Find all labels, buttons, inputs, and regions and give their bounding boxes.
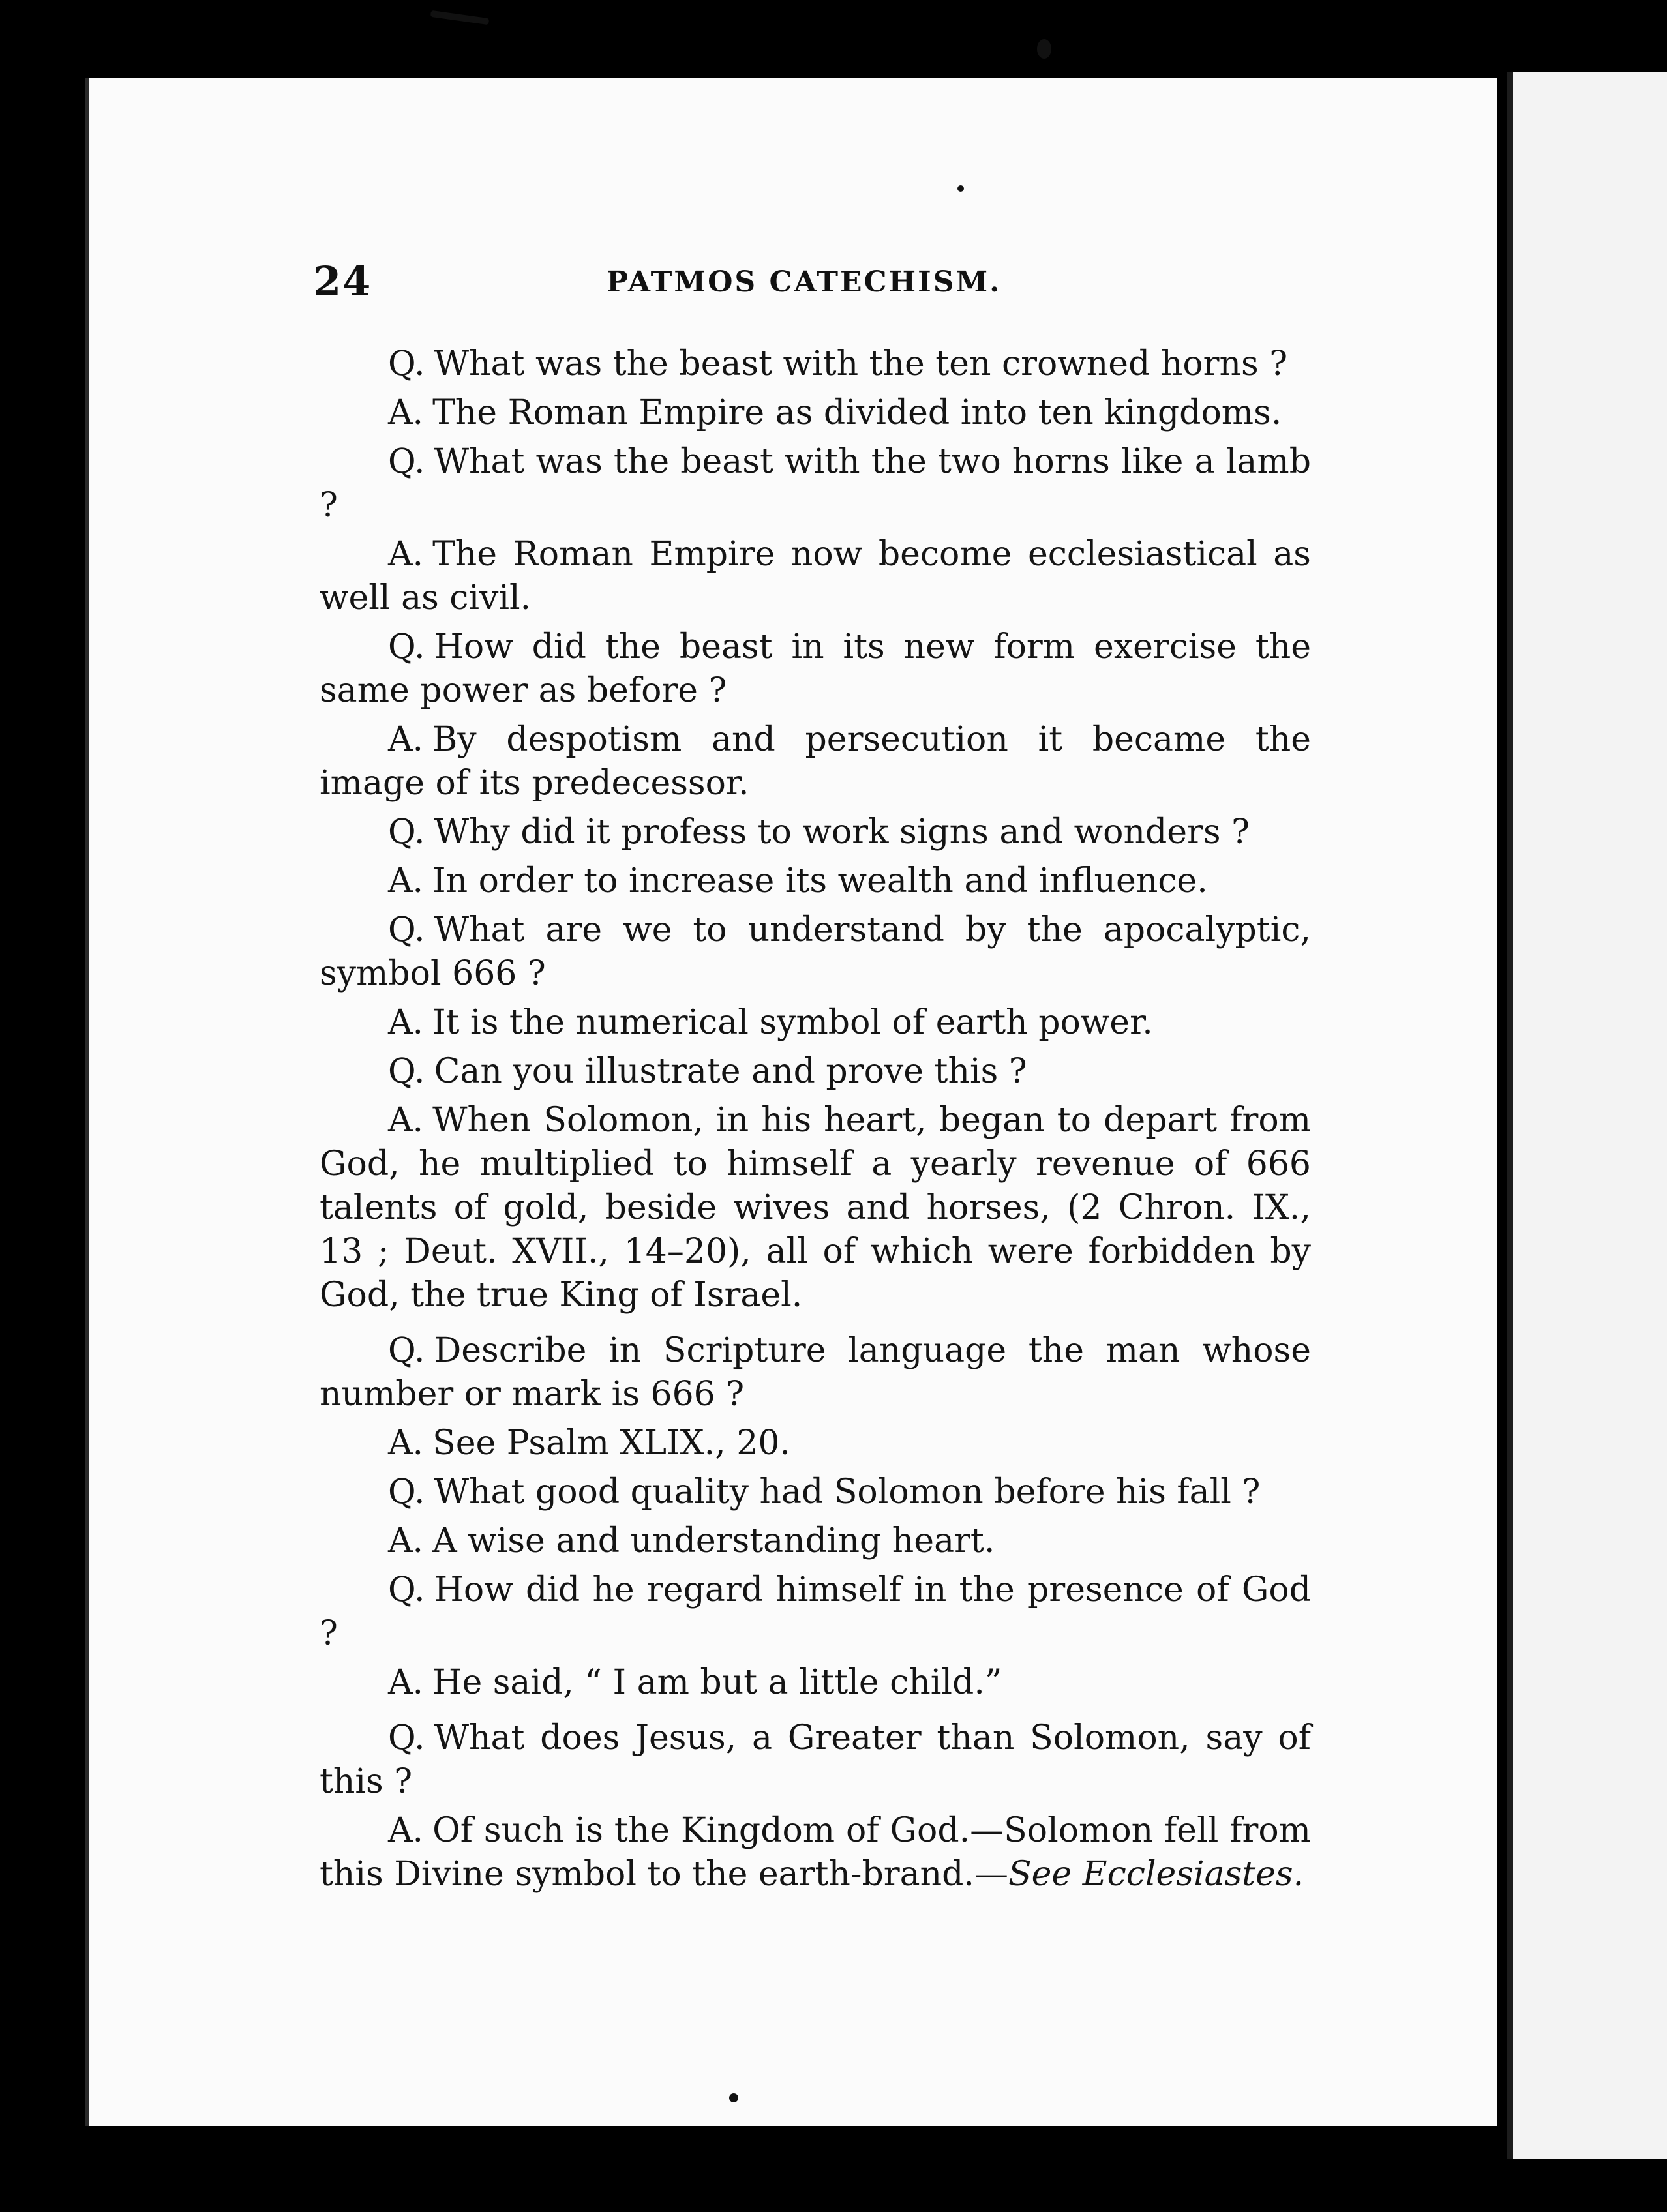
entry-label: A. xyxy=(388,393,424,432)
entry-text: Why did it profess to work signs and wonders ? xyxy=(434,813,1250,852)
entry-label: A. xyxy=(388,1003,424,1042)
entry-label: A. xyxy=(388,861,424,901)
italic-reference: See Ecclesiastes. xyxy=(1008,1855,1304,1894)
entry-text: What good quality had Solomon before his fall ? xyxy=(434,1472,1261,1512)
facing-page-edge xyxy=(1507,72,1667,2159)
entry-label: Q. xyxy=(388,1718,425,1757)
entry-label: Q. xyxy=(388,813,425,852)
answer-paragraph xyxy=(320,859,1311,903)
answer-paragraph xyxy=(320,391,1311,435)
entry-label: Q. xyxy=(388,1570,425,1609)
entry-text: Of such is the Kingdom of God.—Solomon fell from this Divine symbol to the earth-brand.— xyxy=(320,1811,1311,1894)
entry-label: Q. xyxy=(388,910,425,949)
entry-label: A. xyxy=(388,1811,424,1850)
entry-text: When Solomon, in his heart, began to depart from God, he multiplied to himself a yearly revenue of 666 talents of gold, beside wives and horses, (2 Chron. IX., 13 ; Deut. XVII., 14–20), all of which were forbidden by God, the true King of Israel. xyxy=(320,1101,1311,1315)
entry-label: Q. xyxy=(388,344,425,383)
question-paragraph xyxy=(320,342,1311,386)
entry-text: See Psalm XLIX., 20. xyxy=(432,1424,790,1463)
question-paragraph xyxy=(320,1329,1311,1416)
page-header xyxy=(313,258,1330,303)
question-paragraph xyxy=(320,811,1311,854)
answer-paragraph xyxy=(320,1661,1311,1705)
question-paragraph xyxy=(320,1716,1311,1804)
entry-text: How did the beast in its new form exercise the same power as before ? xyxy=(320,627,1311,710)
page-number: 24 xyxy=(313,258,372,305)
entry-text: What was the beast with the two horns like a lamb ? xyxy=(320,442,1311,525)
scan-artifact xyxy=(1037,39,1051,59)
scan-artifact xyxy=(957,185,964,192)
entry-text: The Roman Empire now become ecclesiastical as well as civil. xyxy=(320,535,1311,618)
answer-paragraph xyxy=(320,1809,1311,1896)
entry-text: A wise and understanding heart. xyxy=(432,1521,995,1561)
answer-paragraph xyxy=(320,533,1311,620)
answer-paragraph xyxy=(320,1099,1311,1317)
entry-label: A. xyxy=(388,1521,424,1561)
catechism-text xyxy=(320,342,1311,1902)
entry-text: Can you illustrate and prove this ? xyxy=(434,1052,1027,1091)
entry-text: He said, “ I am but a little child.” xyxy=(432,1663,1002,1702)
answer-paragraph xyxy=(320,1519,1311,1563)
running-head: PATMOS CATECHISM. xyxy=(607,265,1002,299)
entry-text: Describe in Scripture language the man whose number or mark is 666 ? xyxy=(320,1331,1311,1414)
entry-text: What was the beast with the ten crowned horns ? xyxy=(434,344,1288,383)
entry-text: It is the numerical symbol of earth power. xyxy=(432,1003,1153,1042)
question-paragraph xyxy=(320,1471,1311,1514)
question-paragraph xyxy=(320,908,1311,996)
entry-label: A. xyxy=(388,1424,424,1463)
answer-paragraph xyxy=(320,1422,1311,1465)
entry-label: A. xyxy=(388,1663,424,1702)
question-paragraph xyxy=(320,440,1311,528)
entry-text: What are we to understand by the apocalyptic, symbol 666 ? xyxy=(320,910,1311,993)
entry-label: Q. xyxy=(388,1052,425,1091)
signature-mark xyxy=(729,2093,738,2102)
entry-label: Q. xyxy=(388,627,425,666)
entry-label: A. xyxy=(388,1101,424,1140)
question-paragraph xyxy=(320,1050,1311,1094)
answer-paragraph xyxy=(320,718,1311,805)
entry-label: Q. xyxy=(388,442,425,481)
entry-text: How did he regard himself in the presence of God ? xyxy=(320,1570,1311,1653)
question-paragraph xyxy=(320,1568,1311,1656)
entry-text: By despotism and persecution it became the image of its predecessor. xyxy=(320,720,1311,803)
entry-text: The Roman Empire as divided into ten kingdoms. xyxy=(432,393,1282,432)
entry-label: Q. xyxy=(388,1472,425,1512)
entry-text: What does Jesus, a Greater than Solomon, say of this ? xyxy=(320,1718,1311,1801)
entry-label: A. xyxy=(388,535,424,574)
answer-paragraph xyxy=(320,1001,1311,1045)
scan-artifact xyxy=(430,10,490,25)
question-paragraph xyxy=(320,625,1311,713)
entry-label: Q. xyxy=(388,1331,425,1370)
entry-text: In order to increase its wealth and influence. xyxy=(432,861,1208,901)
entry-label: A. xyxy=(388,720,424,759)
